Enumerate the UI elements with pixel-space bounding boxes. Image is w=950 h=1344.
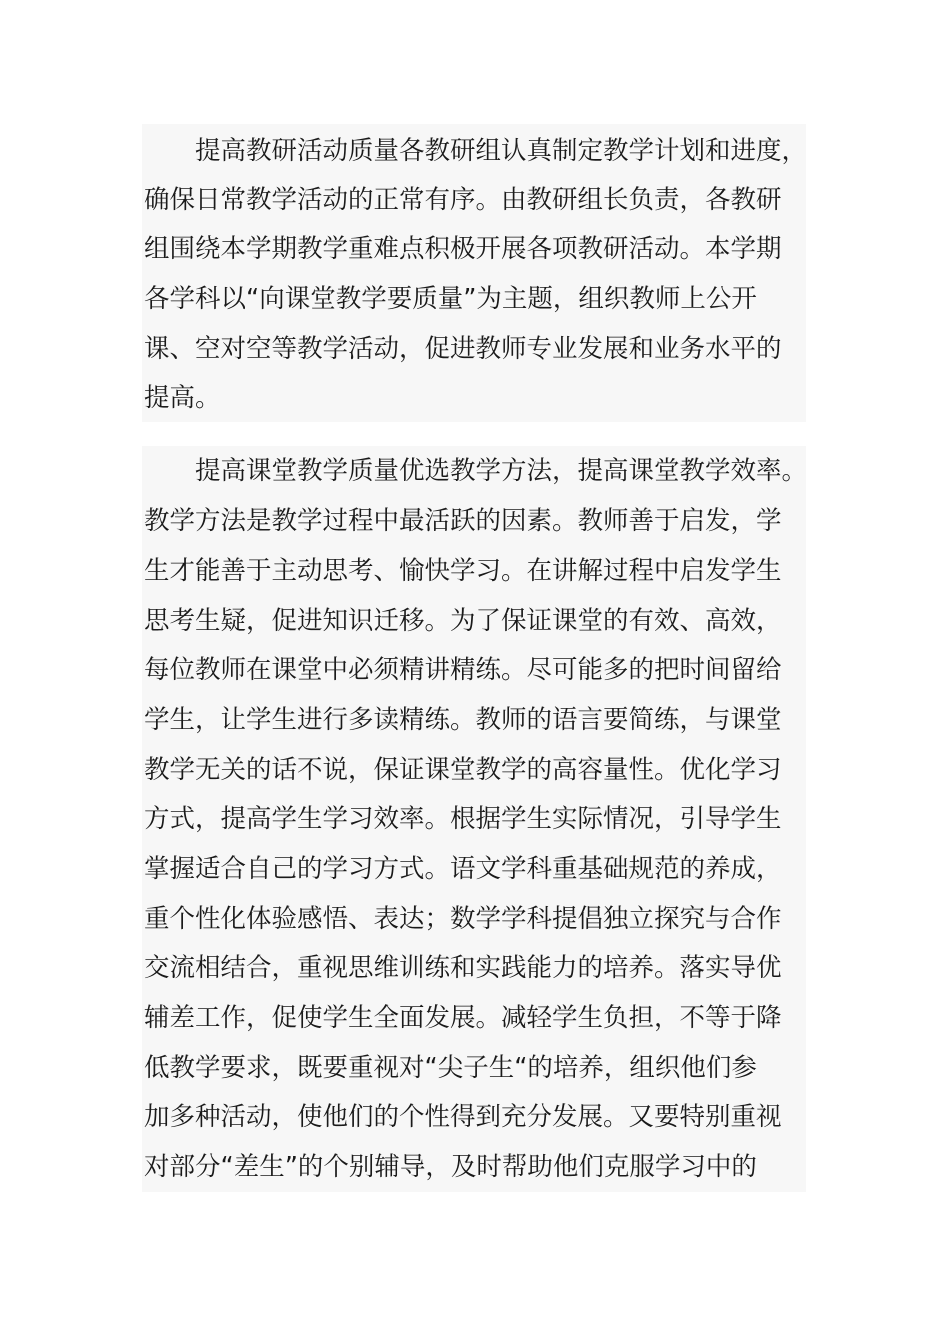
paragraph-line: 教学无关的话不说，保证课堂教学的高容量性。优化学习 (144, 755, 782, 785)
paragraph-line: 学生，让学生进行多读精练。教师的语言要简练，与课堂 (144, 705, 782, 735)
paragraph-line: 掌握适合自己的学习方式。语文学科重基础规范的养成， (144, 854, 782, 884)
paragraph-line: 提高。 (144, 383, 221, 413)
paragraph-line: 辅差工作，促使学生全面发展。减轻学生负担，不等于降 (144, 1003, 782, 1033)
paragraph-line: 教学方法是教学过程中最活跃的因素。教师善于启发，学 (144, 506, 782, 536)
paragraph-line: 确保日常教学活动的正常有序。由教研组长负责，各教研 (144, 185, 782, 215)
paragraph-line: 对部分“差生”的个别辅导，及时帮助他们克服学习中的 (144, 1152, 757, 1182)
paragraph-line: 方式，提高学生学习效率。根据学生实际情况，引导学生 (144, 804, 782, 834)
paragraph-line: 重个性化体验感悟、表达；数学学科提倡独立探究与合作 (144, 904, 782, 934)
paragraph-line: 提高课堂教学质量优选教学方法，提高课堂教学效率。 (195, 456, 808, 486)
paragraph-classroom-quality (142, 446, 806, 1192)
paragraph-line: 提高教研活动质量各教研组认真制定教学计划和进度， (195, 136, 808, 166)
paragraph-line: 交流相结合，重视思维训练和实践能力的培养。落实导优 (144, 953, 782, 983)
paragraph-line: 组围绕本学期教学重难点积极开展各项教研活动。本学期 (144, 234, 782, 264)
paragraph-line: 课、空对空等教学活动，促进教师专业发展和业务水平的 (144, 334, 782, 364)
paragraph-line: 生才能善于主动思考、愉快学习。在讲解过程中启发学生 (144, 556, 782, 586)
paragraph-line: 各学科以“向课堂教学要质量”为主题，组织教师上公开 (144, 284, 757, 314)
paragraph-line: 每位教师在课堂中必须精讲精练。尽可能多的把时间留给 (144, 655, 782, 685)
paragraph-line: 加多种活动，使他们的个性得到充分发展。又要特别重视 (144, 1102, 782, 1132)
paragraph-line: 低教学要求，既要重视对“尖子生“的培养，组织他们参 (144, 1053, 757, 1083)
paragraph-line: 思考生疑，促进知识迁移。为了保证课堂的有效、高效， (144, 606, 782, 636)
paragraph-teaching-research (142, 124, 806, 422)
